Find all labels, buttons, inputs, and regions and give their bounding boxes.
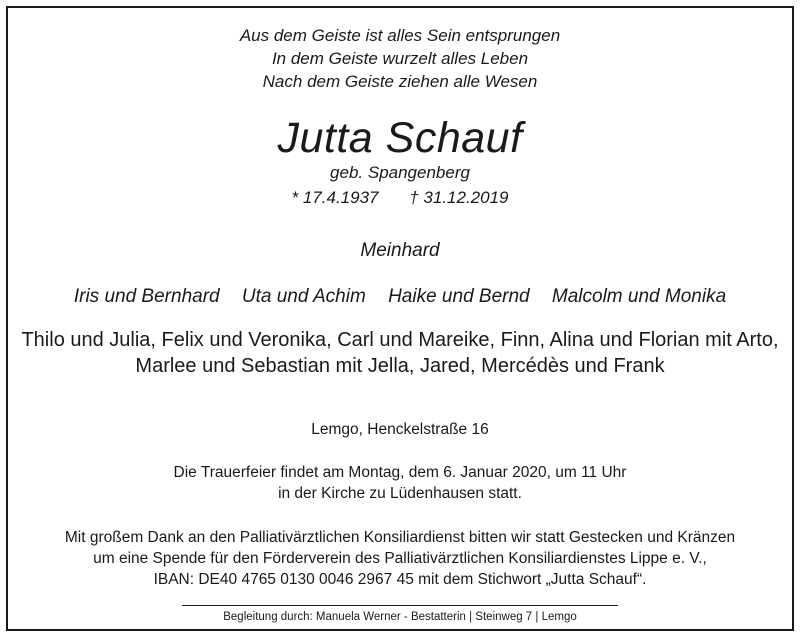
grandchildren-names (0, 327, 800, 379)
grandchildren-line: Thilo und Julia, Felix und Veronika, Carl und Mareike, Finn, Alina und Florian mit Arto, (21, 329, 779, 351)
grandchildren-line: Marlee und Sebastian mit Jella, Jared, Mercédès und Frank (135, 355, 665, 377)
children-names (0, 284, 800, 310)
memorial-poem (0, 24, 800, 93)
donation-line: Mit großem Dank an den Palliativärztlichen Konsiliardienst bitten wir statt Gestecken und Kränzen (64, 529, 736, 546)
child-couple: Malcolm und Monika (551, 286, 727, 307)
footer-divider (182, 605, 618, 606)
poem-line: Nach dem Geiste ziehen alle Wesen (262, 72, 538, 91)
spouse-name: Meinhard (360, 240, 440, 261)
maiden-name: geb. Spangenberg (330, 163, 470, 182)
funeral-service-info (0, 462, 800, 504)
poem-line: Aus dem Geiste ist alles Sein entsprungen (239, 26, 561, 45)
deceased-name: Jutta Schauf (277, 114, 523, 162)
death-date: † 31.12.2019 (409, 188, 509, 207)
poem-line: In dem Geiste wurzelt alles Leben (271, 49, 529, 68)
service-line: Die Trauerfeier findet am Montag, dem 6. Januar 2020, um 11 Uhr (173, 464, 627, 481)
child-couple: Haike und Bernd (388, 286, 530, 307)
donation-line: um eine Spende für den Förderverein des Palliativärztlichen Konsiliardienstes Lippe e. V., (93, 550, 707, 567)
donation-request (0, 527, 800, 590)
child-couple: Iris und Bernhard (73, 286, 220, 307)
family-address: Lemgo, Henckelstraße 16 (311, 421, 489, 438)
child-couple: Uta und Achim (241, 286, 366, 307)
birth-date: * 17.4.1937 (291, 188, 379, 207)
donation-line: IBAN: DE40 4765 0130 0046 2967 45 mit dem Stichwort „Jutta Schauf“. (153, 571, 647, 588)
undertaker-footer: Begleitung durch: Manuela Werner - Bestatterin | Steinweg 7 | Lemgo (223, 611, 577, 623)
life-dates (0, 187, 800, 209)
service-line: in der Kirche zu Lüdenhausen statt. (278, 485, 522, 502)
